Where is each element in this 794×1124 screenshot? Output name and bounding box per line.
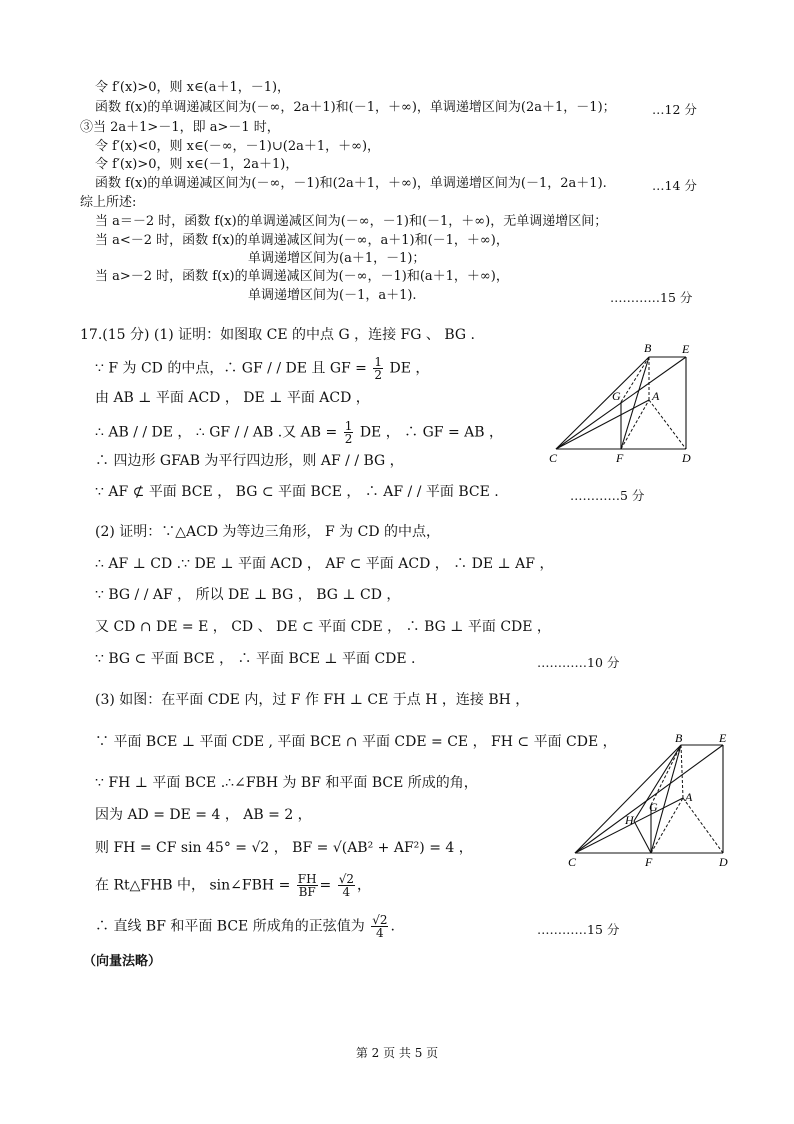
proof-line: 又 CD ∩ DE = E ， CD 、 DE ⊂ 平面 CDE ， ∴ BG ⊥ 平面 CDE ， — [95, 619, 551, 635]
fraction: $\frac{FH}{BF}$ — [297, 872, 317, 899]
text-line: 单调递增区间为(－1，a＋1). — [248, 288, 417, 303]
proof-line: ∵ F 为 CD 的中点，∴ GF / / DE 且 GF = $\frac{1}{2}$ DE ， — [95, 355, 430, 382]
text-line: 函数 f(x)的单调递减区间为(－∞，－1)和(2a＋1，＋∞)，单调递增区间为(－1，2a＋1). — [95, 176, 607, 191]
proof-line: ∵ 平面 BCE ⊥ 平面 CDE , 平面 BCE ∩ 平面 CDE = CE ， FH ⊂ 平面 CDE ， — [95, 734, 617, 750]
label-A: A — [685, 790, 693, 804]
label-D: D — [719, 855, 728, 868]
label-B: B — [644, 342, 652, 355]
score-mark: …12 分 — [652, 102, 697, 117]
proof-line: ∴ AF ⊥ CD .∵ DE ⊥ 平面 ACD ， AF ⊂ 平面 ACD ， ∴ DE ⊥ AF ， — [95, 556, 554, 572]
proof-line: ∴ AB / / DE ， ∴ GF / / AB .又 AB = $\frac{1}{2}$ DE ， ∴ GF = AB ， — [95, 419, 503, 446]
label-E: E — [682, 342, 690, 356]
geometry-figure-1 — [546, 342, 706, 467]
label-G: G — [612, 389, 621, 403]
text-line: 函数 f(x)的单调递减区间为(－∞，2a＋1)和(－1，＋∞)，单调递增区间为(2a＋1，－1)； — [95, 100, 616, 115]
text-line: 综上所述: — [80, 195, 137, 210]
label-H: H — [625, 813, 634, 827]
label-C: C — [549, 451, 558, 465]
score-mark: …………5 分 — [570, 488, 645, 503]
text-line: 单调递增区间为(a＋1，－1)； — [248, 251, 426, 266]
text-line: ③当 2a＋1>－1，即 a>－1 时， — [80, 120, 280, 135]
label-G: G — [649, 800, 658, 814]
fraction: $\frac{√2}{4}$ — [372, 913, 388, 940]
text-line: 令 f′(x)>0，则 x∈(a＋1，－1)， — [95, 80, 291, 95]
label-B: B — [675, 733, 683, 745]
proof-line: 因为 AD = DE = 4 ， AB = 2 ， — [95, 807, 312, 823]
proof-line: ∵ AF ⊄ 平面 BCE ， BG ⊂ 平面 BCE ， ∴ AF / / 平面 BCE . — [95, 484, 499, 500]
text-line: 当 a>－2 时，函数 f(x)的单调递减区间为(－∞，－1)和(a＋1，＋∞)， — [95, 269, 509, 284]
proof-line: 则 FH = CF sin 45° = √2 ， BF = √(AB² + AF²) = 4 ， — [95, 840, 473, 856]
text-line: 当 a＝－2 时，函数 f(x)的单调递减区间为(－∞，－1)和(－1，＋∞)，无单调递增区间； — [95, 214, 608, 229]
proof-line: 在 Rt△FHB 中， sin∠FBH = $\frac{FH}{BF}$ = $\frac{√2}{4}$ ， — [95, 872, 372, 899]
text-line: 令 f′(x)<0，则 x∈(－∞，－1)∪(2a＋1，＋∞)， — [95, 139, 381, 154]
proof-line: ∴ 直线 BF 和平面 BCE 所成角的正弦值为 $\frac{√2}{4}$ . — [95, 913, 395, 940]
proof-line: (3) 如图：在平面 CDE 内，过 F 作 FH ⊥ CE 于点 H ，连接 BH ， — [95, 692, 530, 708]
fraction: $\frac{1}{2}$ — [374, 355, 383, 382]
fraction: $\frac{√2}{4}$ — [338, 872, 355, 899]
proof-line: (2) 证明：∵△ACD 为等边三角形， F 为 CD 的中点， — [95, 524, 440, 540]
text-line: 令 f′(x)>0，则 x∈(－1，2a＋1)， — [95, 157, 299, 172]
text-line: 当 a<－2 时，函数 f(x)的单调递减区间为(－∞，a＋1)和(－1，＋∞)， — [95, 233, 509, 248]
label-C: C — [568, 855, 577, 868]
note-text: （向量法略） — [83, 954, 162, 969]
geometry-figure-2 — [563, 733, 738, 868]
label-D: D — [682, 451, 691, 465]
proof-line: ∵ FH ⊥ 平面 BCE .∴∠FBH 为 BF 和平面 BCE 所成的角， — [95, 775, 478, 791]
proof-line: ∵ BG / / AF ， 所以 DE ⊥ BG ， BG ⊥ CD ， — [95, 587, 401, 603]
label-E: E — [719, 733, 727, 745]
label-A: A — [652, 389, 660, 403]
label-F: F — [616, 451, 624, 465]
score-mark: …………10 分 — [537, 655, 620, 670]
score-mark: …14 分 — [652, 178, 697, 193]
proof-line: 由 AB ⊥ 平面 ACD ， DE ⊥ 平面 ACD ， — [95, 390, 370, 406]
fraction: $\frac{1}{2}$ — [344, 419, 353, 446]
page-number: 第 2 页 共 5 页 — [355, 1046, 439, 1060]
label-F: F — [645, 855, 653, 868]
proof-line: ∴ 四边形 GFAB 为平行四边形，则 AF / / BG ， — [95, 453, 404, 469]
proof-line: ∵ BG ⊂ 平面 BCE ， ∴ 平面 BCE ⊥ 平面 CDE . — [95, 651, 416, 667]
score-mark: …………15 分 — [610, 290, 693, 305]
score-mark: …………15 分 — [537, 922, 620, 937]
question-heading: 17.(15 分) (1) 证明：如图取 CE 的中点 G ，连接 FG 、 BG . — [80, 327, 475, 343]
